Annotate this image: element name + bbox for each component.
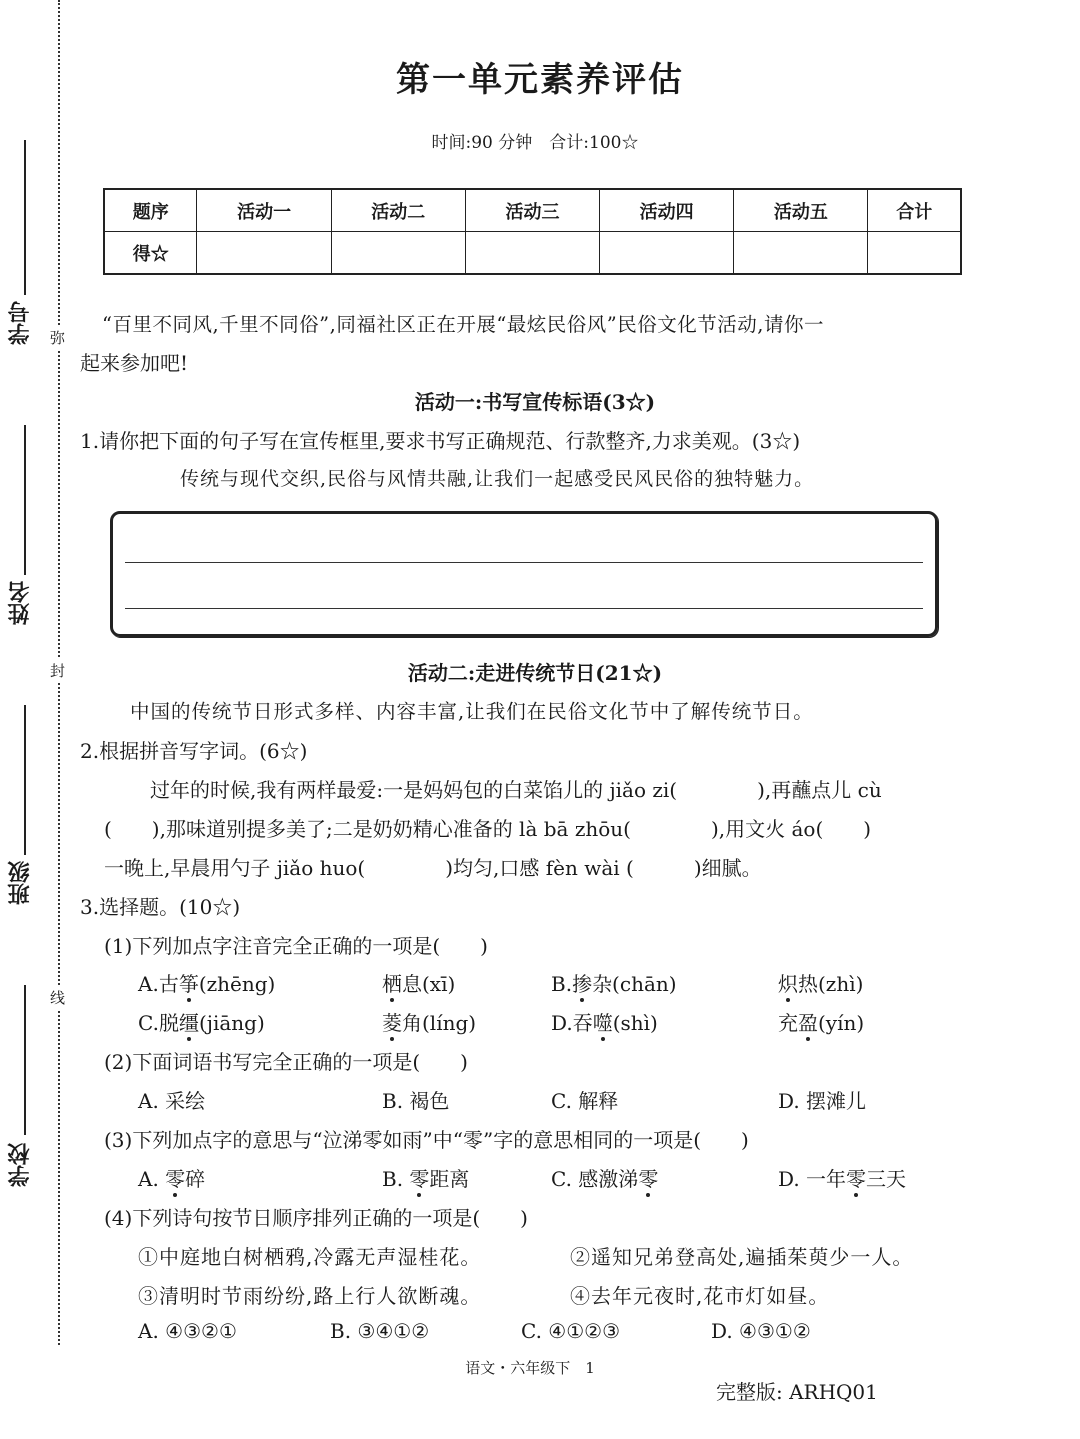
table-header-cell: 活动一 bbox=[197, 189, 331, 232]
text: 充 bbox=[778, 1011, 798, 1035]
text: D. 一年 bbox=[778, 1167, 847, 1191]
table-row bbox=[104, 232, 961, 275]
q3-1-option-d[interactable] bbox=[551, 1007, 658, 1036]
xuehao-line bbox=[24, 140, 26, 295]
table-header-cell: 活动二 bbox=[331, 189, 465, 232]
q3-3-option-a[interactable] bbox=[138, 1163, 205, 1192]
activity2-intro: 中国的传统节日形式多样、内容丰富,让我们在民俗文化节中了解传统节日。 bbox=[130, 700, 814, 723]
score-cell[interactable] bbox=[734, 232, 868, 275]
q2-line-1: 过年的时候,我有两样最爱:一是妈妈包的白菜馅儿的 jiǎo zi( ),再蘸点儿 cù bbox=[150, 778, 882, 802]
option-letter: D. bbox=[551, 1011, 573, 1035]
table-header-row bbox=[104, 189, 961, 232]
option-letter: A. bbox=[138, 1167, 166, 1191]
slogan-writing-frame[interactable] bbox=[110, 511, 938, 637]
xuehao-label: 学号 bbox=[7, 301, 33, 345]
dotted-char: 栖 bbox=[382, 968, 402, 997]
q3-1-option-c-2 bbox=[382, 1007, 476, 1036]
q3-3-option-b[interactable] bbox=[382, 1163, 469, 1192]
pinyin: (shì) bbox=[612, 1011, 658, 1035]
text: 古 bbox=[158, 972, 179, 996]
dotted-char: 零 bbox=[165, 1163, 185, 1192]
xian-marker: 线 bbox=[50, 985, 65, 1010]
q3-2-option-b[interactable]: B. 褐色 bbox=[382, 1089, 450, 1113]
q3-1-option-d-2 bbox=[778, 1007, 864, 1036]
dotted-char: 盈 bbox=[798, 1007, 818, 1036]
feng-marker: 封 bbox=[50, 658, 65, 683]
activity2-heading: 活动二:走进传统节日(21☆) bbox=[407, 661, 663, 685]
q3-2-option-d[interactable]: D. 摆滩儿 bbox=[778, 1089, 867, 1113]
q3-4-option-a[interactable]: A. ④③②① bbox=[138, 1319, 237, 1343]
banji-label: 班级 bbox=[7, 861, 33, 905]
pinyin: (zhēng) bbox=[198, 972, 276, 996]
q1-sentence: 传统与现代交织,民俗与风情共融,让我们一起感受民风民俗的独特魅力。 bbox=[180, 468, 815, 490]
text: 热(zhì) bbox=[798, 972, 864, 996]
xuexiao-line bbox=[24, 985, 26, 1135]
q3-3-stem: (3)下列加点字的意思与“泣涕零如雨”中“零”字的意思相同的一项是( ) bbox=[104, 1128, 749, 1152]
banji-line bbox=[24, 705, 26, 855]
question-3: 3.选择题。(10☆) bbox=[80, 895, 241, 919]
q3-1-option-b-2 bbox=[778, 968, 863, 997]
poem-4: ④去年元夜时,花市灯如昼。 bbox=[570, 1284, 830, 1308]
time-and-score: 时间:90 分钟 合计:100☆ bbox=[431, 133, 639, 153]
q3-4-stem: (4)下列诗句按节日顺序排列正确的一项是( ) bbox=[104, 1206, 528, 1230]
dotted-char: 零 bbox=[846, 1163, 866, 1192]
pinyin: (jiāng) bbox=[198, 1011, 265, 1035]
poem-3: ③清明时节雨纷纷,路上行人欲断魂。 bbox=[138, 1284, 482, 1308]
option-letter: B. bbox=[551, 972, 573, 996]
text: 角(líng) bbox=[402, 1011, 477, 1035]
option-letter: A. bbox=[138, 972, 159, 996]
table-header-cell: 活动四 bbox=[600, 189, 734, 232]
q3-2-option-a[interactable]: A. 采绘 bbox=[138, 1089, 206, 1113]
dotted-char: 零 bbox=[409, 1163, 429, 1192]
score-cell[interactable] bbox=[197, 232, 331, 275]
poem-1: ①中庭地白树栖鸦,冷露无声湿桂花。 bbox=[138, 1245, 482, 1269]
score-cell[interactable] bbox=[331, 232, 465, 275]
text: 碎 bbox=[185, 1167, 206, 1191]
score-cell[interactable] bbox=[868, 232, 961, 275]
score-cell[interactable] bbox=[465, 232, 599, 275]
q3-1-stem: (1)下列加点字注音完全正确的一项是( ) bbox=[104, 934, 488, 958]
question-1: 1.请你把下面的句子写在宣传框里,要求书写正确规范、行款整齐,力求美观。(3☆) bbox=[80, 429, 801, 453]
table-header-cell: 合计 bbox=[868, 189, 961, 232]
question-2: 2.根据拼音写字词。(6☆) bbox=[80, 739, 308, 763]
page-footer: 语文・六年级下 1 bbox=[465, 1359, 595, 1377]
xingming-line bbox=[24, 425, 26, 575]
q2-line-2: ( ),那味道别提多美了;二是奶奶精心准备的 là bā zhōu( ),用文火 áo( ) bbox=[104, 817, 872, 841]
q3-1-option-b[interactable] bbox=[551, 968, 677, 997]
option-letter: C. bbox=[138, 1011, 159, 1035]
score-table bbox=[103, 188, 962, 275]
text: C. 感激涕 bbox=[551, 1167, 639, 1191]
page-title: 第一单元素养评估 bbox=[396, 60, 684, 100]
xingming-label: 姓名 bbox=[7, 581, 33, 625]
writing-line bbox=[125, 562, 923, 563]
dotted-char: 零 bbox=[638, 1163, 658, 1192]
q3-3-option-c[interactable] bbox=[551, 1163, 658, 1192]
mi-marker: 弥 bbox=[50, 325, 65, 350]
q3-2-stem: (2)下面词语书写完全正确的一项是( ) bbox=[104, 1050, 468, 1074]
score-cell[interactable] bbox=[600, 232, 734, 275]
table-header-cell: 题序 bbox=[104, 189, 197, 232]
dotted-char: 缰 bbox=[179, 1007, 199, 1036]
text: 三天 bbox=[866, 1167, 907, 1191]
table-header-cell: 活动五 bbox=[734, 189, 868, 232]
version-code: 完整版: ARHQ01 bbox=[716, 1380, 878, 1404]
q3-3-option-d[interactable] bbox=[778, 1163, 906, 1192]
intro-line-1: “百里不同风,千里不同俗”,同福社区正在开展“最炫民俗风”民俗文化节活动,请你一 bbox=[102, 313, 824, 336]
q3-4-option-b[interactable]: B. ③④①② bbox=[330, 1319, 430, 1343]
text: 息(xī) bbox=[402, 972, 456, 996]
text: 脱 bbox=[158, 1011, 179, 1035]
q3-1-option-a-2 bbox=[382, 968, 455, 997]
option-letter: B. bbox=[382, 1167, 410, 1191]
dotted-char: 炽 bbox=[778, 968, 798, 997]
q3-4-option-c[interactable]: C. ④①②③ bbox=[521, 1319, 621, 1343]
q2-line-3: 一晚上,早晨用勺子 jiǎo huo( )均匀,口感 fèn wài ( )细腻。 bbox=[104, 856, 762, 880]
writing-line bbox=[125, 608, 923, 609]
q3-2-option-c[interactable]: C. 解释 bbox=[551, 1089, 619, 1113]
xuexiao-label: 学校 bbox=[7, 1143, 33, 1187]
table-header-cell: 活动三 bbox=[465, 189, 599, 232]
dotted-char: 菱 bbox=[382, 1007, 402, 1036]
text: 距离 bbox=[429, 1167, 470, 1191]
text: 吞 bbox=[572, 1011, 593, 1035]
row-label: 得☆ bbox=[104, 232, 197, 275]
q3-1-option-a[interactable] bbox=[138, 968, 275, 997]
dotted-char: 噬 bbox=[593, 1007, 613, 1036]
dotted-char: 筝 bbox=[179, 968, 199, 997]
pinyin: (yín) bbox=[818, 1011, 865, 1035]
activity1-heading: 活动一:书写宣传标语(3☆) bbox=[414, 390, 656, 414]
dotted-char: 掺 bbox=[572, 968, 592, 997]
text: 杂(chān) bbox=[592, 972, 677, 996]
q3-4-option-d[interactable]: D. ④③①② bbox=[711, 1319, 811, 1343]
poem-2: ②遥知兄弟登高处,遍插茱萸少一人。 bbox=[570, 1245, 914, 1269]
q3-1-option-c[interactable] bbox=[138, 1007, 265, 1036]
intro-line-2: 起来参加吧! bbox=[80, 351, 189, 375]
